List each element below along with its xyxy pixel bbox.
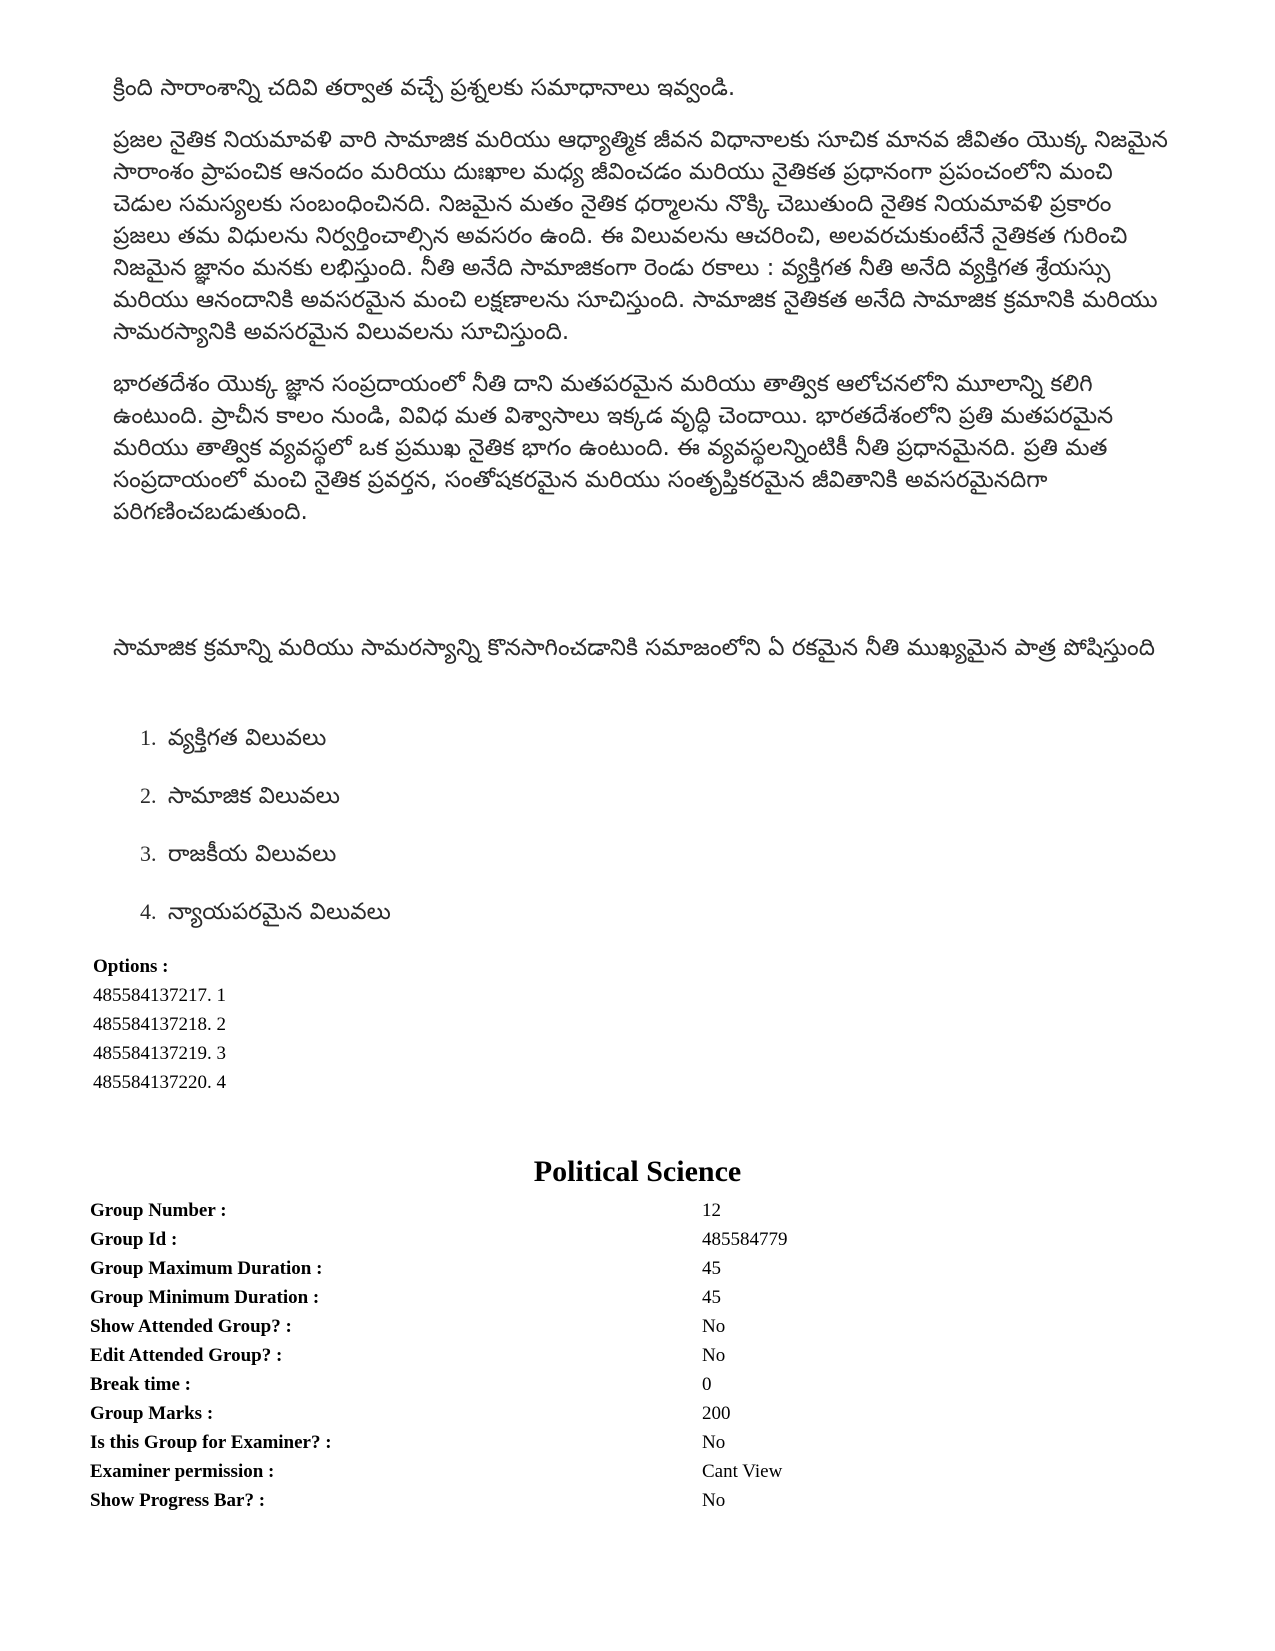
metadata-key: Is this Group for Examiner? : xyxy=(90,1432,332,1453)
metadata-key: Group Minimum Duration : xyxy=(90,1287,320,1308)
metadata-key: Group Id : xyxy=(90,1229,178,1250)
metadata-row xyxy=(90,1399,1002,1428)
metadata-key: Edit Attended Group? : xyxy=(90,1345,283,1366)
option-id: 485584137219. 3 xyxy=(93,1043,226,1064)
choice-text: వ్యక్తిగత విలువలు xyxy=(167,725,327,751)
choice-text: న్యాయపరమైన విలువలు xyxy=(167,899,391,925)
choice-item xyxy=(140,718,391,776)
choice-item xyxy=(140,892,391,950)
metadata-row xyxy=(90,1341,1002,1370)
choice-list xyxy=(140,718,391,950)
metadata-value: 485584779 xyxy=(702,1229,788,1250)
metadata-row xyxy=(90,1254,1002,1283)
choice-item xyxy=(140,776,391,834)
choice-text: సామాజిక విలువలు xyxy=(167,783,340,809)
choice-number: 4. xyxy=(140,899,157,924)
choice-number: 2. xyxy=(140,783,157,808)
choice-number: 1. xyxy=(140,725,157,750)
metadata-row xyxy=(90,1225,1002,1254)
metadata-value: Cant View xyxy=(702,1461,783,1482)
metadata-row xyxy=(90,1283,1002,1312)
metadata-value: 45 xyxy=(702,1287,721,1308)
metadata-key: Group Maximum Duration : xyxy=(90,1258,323,1279)
metadata-value: No xyxy=(702,1345,726,1366)
options-label: Options : xyxy=(93,956,169,977)
passage-paragraph: ప్రజల నైతిక నియమావళి వారి సామాజిక మరియు ఆధ్యాత్మిక జీవన విధానాలకు సూచిక మానవ జీవితం యొక్క నిజమైన సారాంశం ప్రాపంచిక ఆనందం మరియు దుఃఖాల మధ్య జీవించడం మరియు నైతికత ప్రధానంగా ప్రపంచంలోని మంచి చెడుల సమస్యలకు సంబంధించినది. నిజమైన మతం నైతిక ధర్మాలను నొక్కి చెబుతుంది నైతిక నియమావళి ప్రకారం ప్రజలు తమ విధులను నిర్వర్తించాల్సిన అవసరం ఉంది. ఈ విలువలను ఆచరించి, అలవరచుకుంటేనే నైతికత గురించి నిజమైన జ్ఞానం మనకు లభిస్తుంది. నీతి అనేది సామాజికంగా రెండు రకాలు : వ్యక్తిగత నీతి అనేది వ్యక్తిగత శ్రేయస్సు మరియు ఆనందానికి అవసరమైన మంచి లక్షణాలను సూచిస్తుంది. సామాజిక నైతికత అనేది సామాజిక క్రమానికి మరియు సామరస్యానికి అవసరమైన విలువలను సూచిస్తుంది. xyxy=(113,127,1168,345)
choice-text: రాజకీయ విలువలు xyxy=(167,841,337,867)
reading-passage xyxy=(113,72,1173,548)
metadata-row xyxy=(90,1428,1002,1457)
metadata-value: 12 xyxy=(702,1200,721,1221)
metadata-key: Show Progress Bar? : xyxy=(90,1490,266,1511)
options-block xyxy=(93,952,226,1097)
metadata-key: Group Number : xyxy=(90,1200,227,1221)
metadata-row xyxy=(90,1196,1002,1225)
option-id: 485584137217. 1 xyxy=(93,985,226,1006)
metadata-value: No xyxy=(702,1432,726,1453)
question-text: సామాజిక క్రమాన్ని మరియు సామరస్యాన్ని కొనసాగించడానికి సమాజంలోని ఏ రకమైన నీతి ముఖ్యమైన పాత్ర పోషిస్తుంది xyxy=(113,635,1155,661)
choice-number: 3. xyxy=(140,841,157,866)
metadata-value: No xyxy=(702,1490,726,1511)
metadata-row xyxy=(90,1457,1002,1486)
option-id: 485584137218. 2 xyxy=(93,1014,226,1035)
section-title: Political Science xyxy=(533,1155,742,1188)
metadata-row xyxy=(90,1370,1002,1399)
choice-item xyxy=(140,834,391,892)
metadata-key: Group Marks : xyxy=(90,1403,214,1424)
metadata-key: Examiner permission : xyxy=(90,1461,275,1482)
metadata-value: 45 xyxy=(702,1258,721,1279)
metadata-value: 200 xyxy=(702,1403,731,1424)
group-metadata xyxy=(90,1196,1002,1515)
metadata-key: Break time : xyxy=(90,1374,191,1395)
metadata-row xyxy=(90,1312,1002,1341)
metadata-value: No xyxy=(702,1316,726,1337)
metadata-row xyxy=(90,1486,1002,1515)
passage-instruction: క్రింది సారాంశాన్ని చదివి తర్వాత వచ్చే ప్రశ్నలకు సమాధానాలు ఇవ్వండి. xyxy=(113,75,736,101)
option-id: 485584137220. 4 xyxy=(93,1072,226,1093)
metadata-key: Show Attended Group? : xyxy=(90,1316,292,1337)
metadata-value: 0 xyxy=(702,1374,712,1395)
passage-paragraph: భారతదేశం యొక్క జ్ఞాన సంప్రదాయంలో నీతి దాని మతపరమైన మరియు తాత్విక ఆలోచనలోని మూలాన్ని కలిగి ఉంటుంది. ప్రాచీన కాలం నుండి, వివిధ మత విశ్వాసాలు ఇక్కడ వృద్ధి చెందాయి. భారతదేశంలోని ప్రతి మతపరమైన మరియు తాత్విక వ్యవస్థలో ఒక ప్రముఖ నైతిక భాగం ఉంటుంది. ఈ వ్యవస్థలన్నింటికీ నీతి ప్రధానమైనది. ప్రతి మత సంప్రదాయంలో మంచి నైతిక ప్రవర్తన, సంతోషకరమైన మరియు సంతృప్తికరమైన జీవితానికి అవసరమైనదిగా పరిగణించబడుతుంది. xyxy=(113,371,1114,525)
